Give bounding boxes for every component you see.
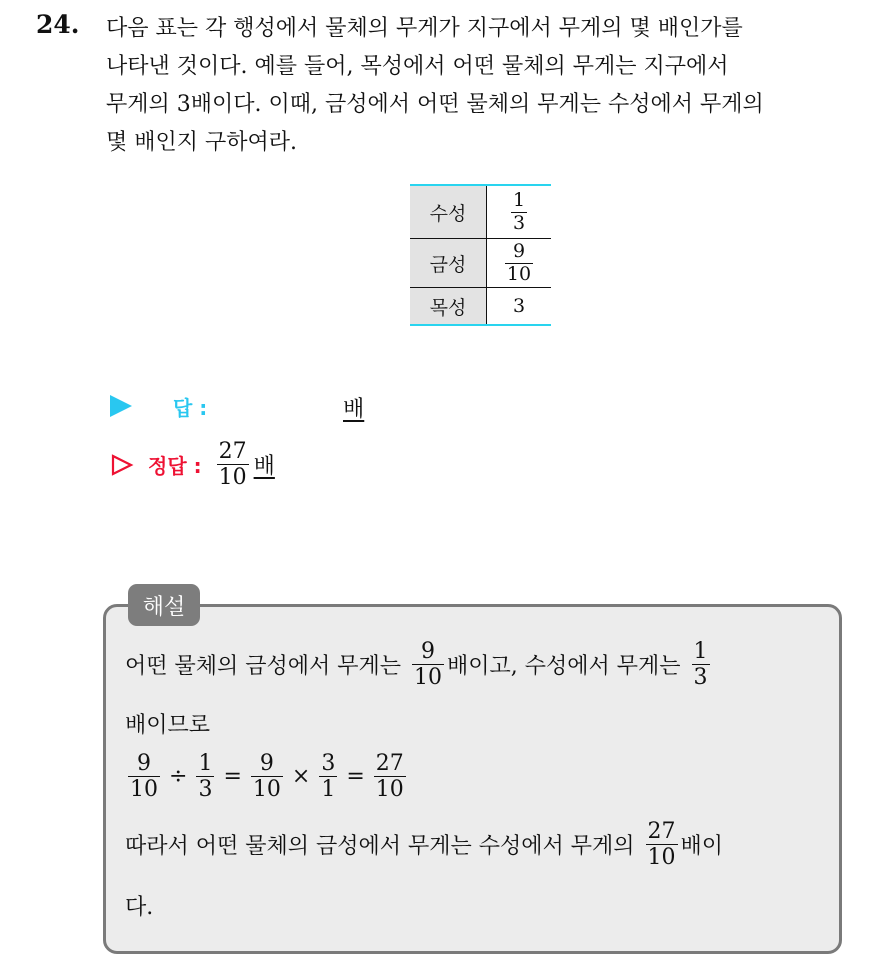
correct-answer-row [110, 440, 275, 489]
correct-answer-value [214, 440, 275, 489]
solution-text: 따라서 어떤 물체의 금성에서 무게는 수성에서 무게의 [125, 834, 635, 860]
fraction [196, 752, 214, 801]
fraction-denominator: 3 [512, 211, 526, 234]
answer-unit: 배 [343, 397, 365, 422]
multiplication-operator: × [291, 764, 311, 790]
fraction-numerator: 27 [647, 819, 676, 844]
planet-weight-table [410, 184, 551, 326]
table-row [410, 185, 551, 239]
outline-triangle-icon [110, 453, 134, 477]
fraction [412, 640, 444, 689]
fraction-numerator: 3 [321, 751, 336, 776]
fraction-denominator: 10 [218, 465, 247, 491]
question-number: 24. [36, 10, 80, 39]
equals-sign: = [346, 764, 365, 790]
fraction [505, 239, 533, 285]
fraction [217, 440, 249, 489]
fraction-numerator: 9 [137, 751, 151, 776]
answer-row [110, 390, 208, 422]
planet-name: 금성 [410, 239, 487, 288]
solution-line [125, 640, 713, 689]
fraction [251, 752, 283, 801]
question-line: 무게의 3배이다. 이때, 금성에서 어떤 물체의 무게는 수성에서 무게의 [106, 92, 764, 117]
fraction [646, 820, 678, 869]
question-line: 다음 표는 각 행성에서 물체의 무게가 지구에서 무게의 몇 배인가를 [106, 16, 743, 41]
planet-ratio [487, 239, 552, 288]
fraction-denominator: 10 [252, 777, 281, 803]
fraction-denominator: 10 [375, 777, 404, 803]
correct-answer-unit: 배 [253, 454, 275, 480]
fraction [319, 752, 337, 801]
division-operator: ÷ [169, 764, 188, 790]
fraction-numerator: 1 [693, 639, 708, 664]
solution-text: 배이고, 수성에서 무게는 [447, 654, 681, 680]
fraction-numerator: 9 [421, 639, 436, 664]
solution-line [125, 820, 723, 869]
fraction [692, 640, 710, 689]
fraction [511, 188, 527, 234]
question-line: 나타낸 것이다. 예를 들어, 목성에서 어떤 물체의 무게는 지구에서 [106, 54, 729, 79]
solution-tag: 해설 [128, 584, 200, 626]
fraction-numerator: 1 [198, 751, 213, 776]
fraction-numerator: 1 [512, 188, 526, 211]
solution-text: 어떤 물체의 금성에서 무게는 [125, 654, 402, 680]
question-text [106, 10, 866, 162]
question-line: 몇 배인지 구하여라. [106, 130, 297, 155]
answer-label: 답 : [173, 395, 208, 420]
fraction-denominator: 10 [506, 262, 532, 285]
fraction-numerator: 27 [218, 439, 247, 464]
fraction-denominator: 10 [414, 665, 443, 691]
solution-line: 다. [125, 895, 154, 920]
solution-calculation [125, 752, 409, 801]
fraction-denominator: 3 [693, 665, 708, 691]
fraction-denominator: 1 [321, 777, 336, 803]
fraction-denominator: 10 [130, 777, 158, 803]
fraction-numerator: 9 [259, 751, 274, 776]
table-row [410, 288, 551, 326]
planet-name: 수성 [410, 185, 487, 239]
fraction-numerator: 9 [512, 239, 526, 262]
play-triangle-icon [110, 395, 132, 417]
solution-text: 배이 [680, 834, 724, 860]
table-row [410, 239, 551, 288]
planet-ratio: 3 [487, 288, 552, 326]
fraction-denominator: 3 [198, 777, 213, 803]
planet-name: 목성 [410, 288, 487, 326]
equals-sign: = [223, 764, 242, 790]
correct-answer-label: 정답 : [148, 454, 202, 479]
fraction-denominator: 10 [647, 845, 676, 871]
fraction [374, 752, 406, 801]
fraction-numerator: 27 [375, 751, 404, 776]
solution-line: 배이므로 [125, 713, 211, 738]
fraction [128, 752, 160, 801]
planet-ratio [487, 185, 552, 239]
